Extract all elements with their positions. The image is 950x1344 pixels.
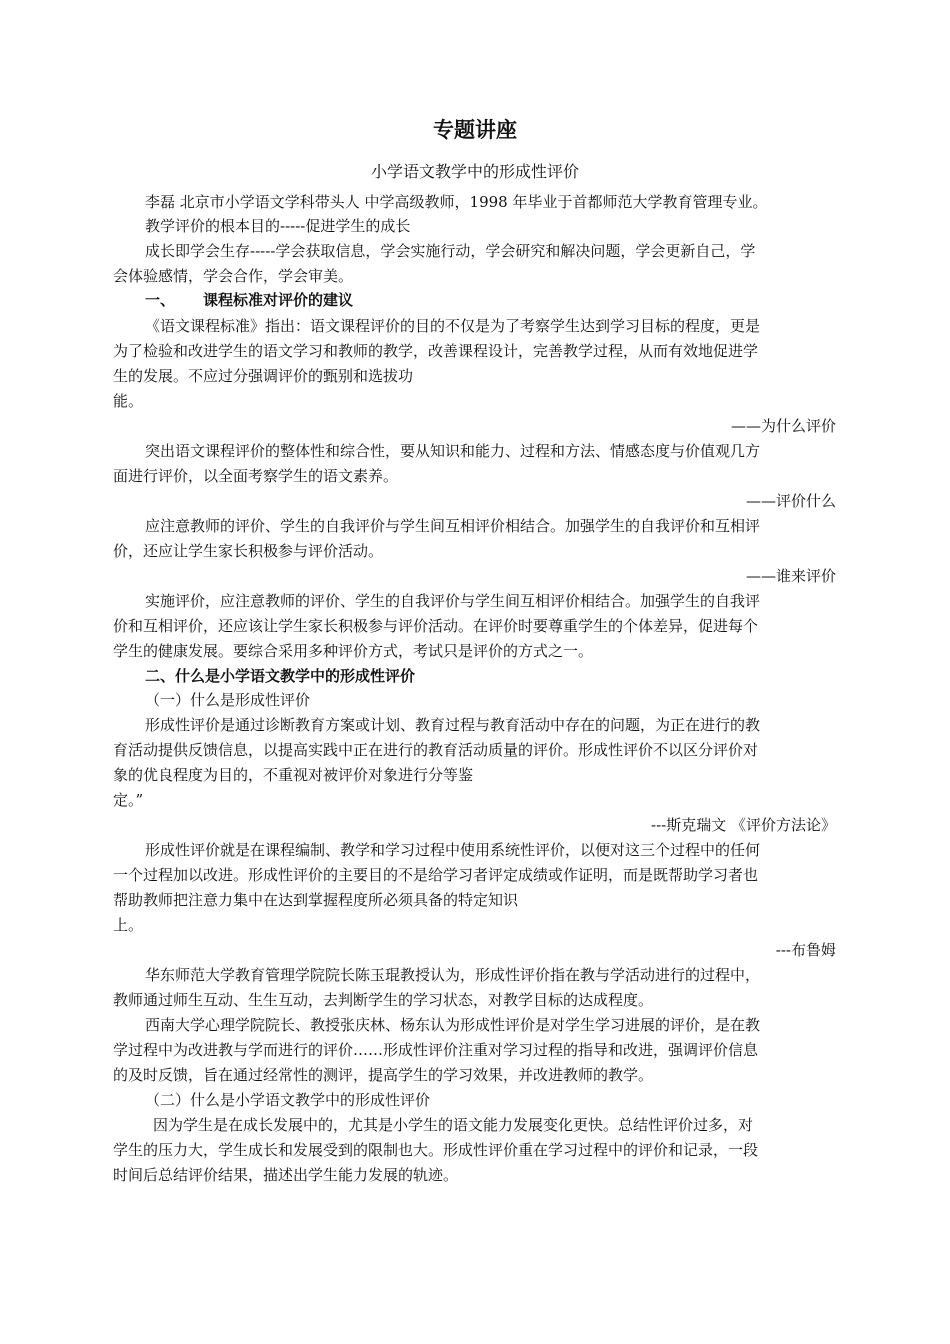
section-heading-text: 课程标准对评价的建议 [203, 291, 354, 309]
section-number: 一、 [145, 291, 176, 309]
caption-what: ——评价什么 [745, 492, 836, 510]
page-title: 专题讲座 [433, 118, 517, 142]
paragraph-line: 突出语文课程评价的整体性和综合性，要从知识和能力、过程和方法、情感态度与价值观几方 [145, 442, 761, 460]
intro-line: 成长即学会生存-----学会获取信息，学会实施行动，学会研究和解决问题，学会更新自己，学 [145, 242, 756, 260]
paragraph-line: 时间后总结评价结果，描述出学生能力发展的轨迹。 [113, 1166, 459, 1184]
author-line: 李磊 北京市小学语文学科带头人 中学高级教师，1998 年毕业于首都师范大学教育管理专业。 [145, 193, 768, 211]
paragraph-line: 为了检验和改进学生的语文学习和教师的教学，改善课程设计，完善教学过程，从而有效地促进学 [113, 342, 759, 360]
section-heading-1 [0, 290, 950, 310]
paragraph-line: 教师通过师生互动、生生互动，去判断学生的学习状态，对教学目标的达成程度。 [113, 991, 654, 1009]
paragraph-line: 学生的压力大，学生成长和发展受到的限制也大。形成性评价重在学习过程中的评价和记录，一段 [113, 1141, 759, 1159]
paragraph-line: 生的发展。不应过分强调评价的甄别和选拔功 [113, 367, 414, 385]
paragraph-line: 价，还应让学生家长积极参与评价活动。 [113, 542, 384, 560]
intro-line: 会体验感情，学会合作，学会审美。 [113, 267, 354, 285]
paragraph-line: 西南大学心理学院院长、教授张庆林、杨东认为形成性评价是对学生学习进展的评价，是在教 [145, 1016, 761, 1034]
article-title: 小学语文教学中的形成性评价 [370, 162, 579, 181]
paragraph-line: 象的优良程度为目的，不重视对被评价对象进行分等鉴 [113, 766, 474, 784]
paragraph-line: 价和互相评价，还应该让学生家长积极参与评价活动。在评价时要尊重学生的个体差异，促进每个 [113, 617, 759, 635]
section-heading-2: 二、什么是小学语文教学中的形成性评价 [145, 667, 416, 685]
paragraph-line: 帮助教师把注意力集中在达到掌握程度所必须具备的特定知识 [113, 891, 519, 909]
paragraph-line: 上。 [113, 916, 144, 934]
citation-scriven: ---斯克瑞文 《评价方法论》 [651, 816, 836, 834]
paragraph-line: 《语文课程标准》指出：语文课程评价的目的不仅是为了考察学生达到学习目标的程度，更是 [145, 317, 761, 335]
paragraph-line: 华东师范大学教育管理学院院长陈玉琨教授认为，形成性评价指在教与学活动进行的过程中， [145, 966, 761, 984]
paragraph-line: 学过程中为改进教与学而进行的评价……形成性评价注重对学习过程的指导和改进，强调评价信息 [113, 1041, 759, 1059]
intro-line: 教学评价的根本目的-----促进学生的成长 [145, 217, 411, 235]
paragraph-line: 面进行评价，以全面考察学生的语文素养。 [113, 467, 399, 485]
paragraph-line: 形成性评价是通过诊断教育方案或计划、教育过程与教育活动中存在的问题，为正在进行的教 [145, 716, 761, 734]
paragraph-line: 一个过程加以改进。形成性评价的主要目的不是给学习者评定成绩或作证明，而是既帮助学习者也 [113, 866, 759, 884]
paragraph-line: 形成性评价就是在课程编制、教学和学习过程中使用系统性评价，以便对这三个过程中的任何 [145, 841, 761, 859]
paragraph-line: 学生的健康发展。要综合采用多种评价方式，考试只是评价的方式之一。 [113, 642, 594, 660]
subsection-heading: （二）什么是小学语文教学中的形成性评价 [145, 1091, 431, 1109]
caption-why: ——为什么评价 [730, 417, 836, 435]
subsection-heading: （一）什么是形成性评价 [145, 691, 311, 709]
paragraph-line: 应注意教师的评价、学生的自我评价与学生间互相评价相结合。加强学生的自我评价和互相评 [145, 517, 761, 535]
paragraph-line: 定。” [113, 791, 144, 809]
paragraph-line: 的及时反馈，旨在通过经常性的测评，提高学生的学习效果，并改进教师的教学。 [113, 1066, 654, 1084]
paragraph-line: 实施评价，应注意教师的评价、学生的自我评价与学生间互相评价相结合。加强学生的自我评 [145, 592, 761, 610]
caption-who: ——谁来评价 [745, 567, 836, 585]
paragraph-line: 因为学生是在成长发展中的，尤其是小学生的语文能力发展变化更快。总结性评价过多，对 [153, 1116, 754, 1134]
paragraph-line: 能。 [113, 392, 144, 410]
paragraph-line: 育活动提供反馈信息，以提高实践中正在进行的教育活动质量的评价。形成性评价不以区分评价对 [113, 741, 759, 759]
citation-bloom: ---布鲁姆 [775, 941, 836, 959]
